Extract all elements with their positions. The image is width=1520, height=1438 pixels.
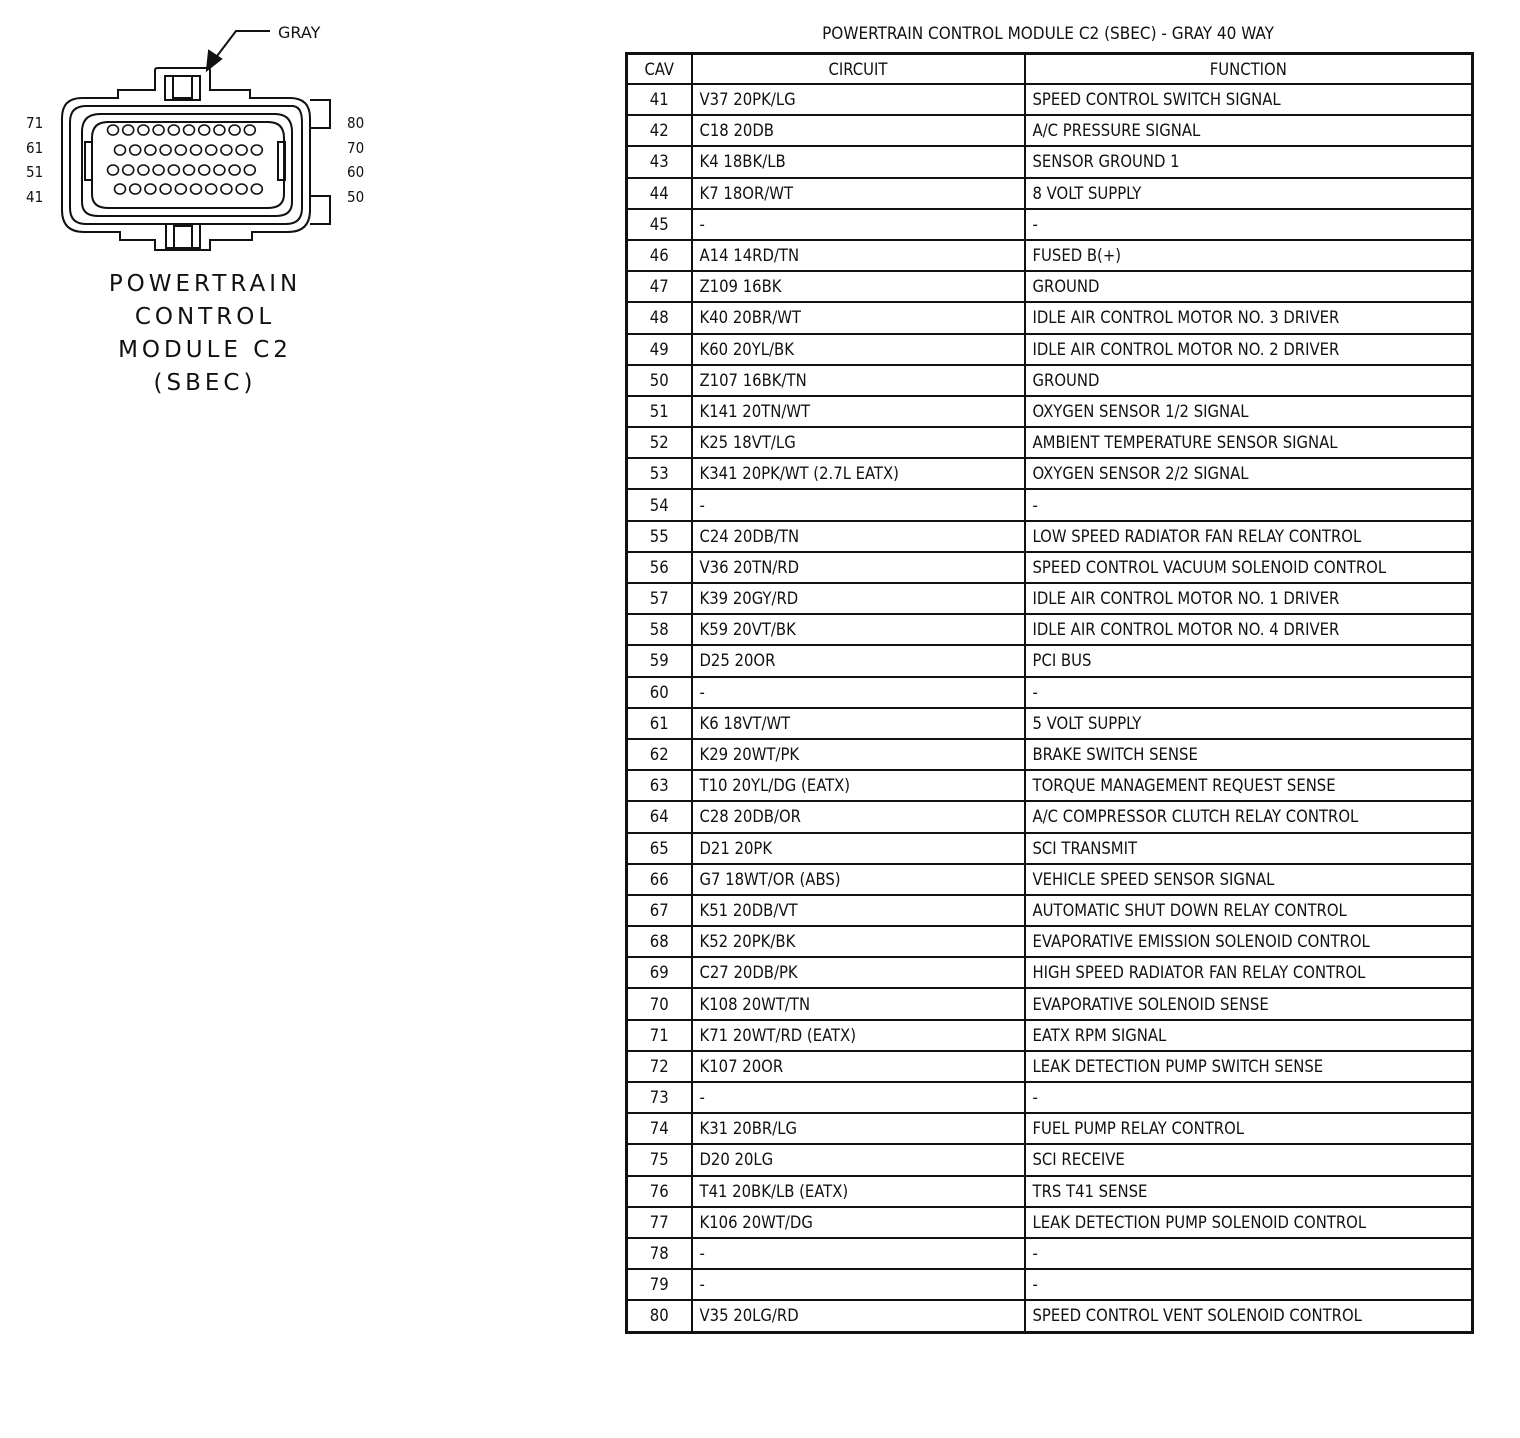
- cav-cell: 74: [627, 1113, 692, 1144]
- connector-title-line: MODULE C2: [118, 337, 292, 363]
- circuit-cell: V35 20LG/RD: [692, 1300, 1025, 1332]
- cav-cell: 43: [627, 146, 692, 177]
- function-cell: -: [1025, 209, 1473, 240]
- connector-color-label: GRAY: [278, 23, 321, 42]
- circuit-cell: G7 18WT/OR (ABS): [692, 864, 1025, 895]
- cav-cell: 50: [627, 365, 692, 396]
- function-cell: VEHICLE SPEED SENSOR SIGNAL: [1025, 864, 1473, 895]
- pin-cavity: [244, 125, 255, 135]
- table-row: [627, 988, 1473, 1019]
- table-row: [627, 396, 1473, 427]
- circuit-cell: C24 20DB/TN: [692, 521, 1025, 552]
- pin-cavity: [236, 145, 247, 155]
- cav-cell: 56: [627, 552, 692, 583]
- circuit-cell: -: [692, 1269, 1025, 1300]
- cav-cell: 66: [627, 864, 692, 895]
- cav-cell: 70: [627, 988, 692, 1019]
- circuit-cell: K31 20BR/LG: [692, 1113, 1025, 1144]
- table-row: [627, 1051, 1473, 1082]
- pin-cavity: [153, 165, 164, 175]
- function-cell: LEAK DETECTION PUMP SOLENOID CONTROL: [1025, 1207, 1473, 1238]
- table-row: [627, 1300, 1473, 1332]
- function-cell: TORQUE MANAGEMENT REQUEST SENSE: [1025, 770, 1473, 801]
- pin-cavity: [236, 184, 247, 194]
- cav-cell: 79: [627, 1269, 692, 1300]
- function-cell: -: [1025, 489, 1473, 520]
- pin-label-right: 70: [347, 139, 365, 157]
- function-cell: GROUND: [1025, 365, 1473, 396]
- pin-cavity: [108, 165, 119, 175]
- function-cell: A/C PRESSURE SIGNAL: [1025, 115, 1473, 146]
- pin-cavity: [123, 125, 134, 135]
- cav-cell: 71: [627, 1020, 692, 1051]
- function-cell: AMBIENT TEMPERATURE SENSOR SIGNAL: [1025, 427, 1473, 458]
- pin-cavity: [168, 165, 179, 175]
- circuit-cell: K7 18OR/WT: [692, 178, 1025, 209]
- pin-cavity: [191, 184, 202, 194]
- pin-cavity: [199, 165, 210, 175]
- cav-cell: 59: [627, 645, 692, 676]
- pin-cavity: [184, 165, 195, 175]
- cav-cell: 54: [627, 489, 692, 520]
- circuit-cell: K39 20GY/RD: [692, 583, 1025, 614]
- cav-cell: 47: [627, 271, 692, 302]
- cav-cell: 41: [627, 84, 692, 115]
- pinout-table: [625, 52, 1474, 1334]
- cav-cell: 55: [627, 521, 692, 552]
- circuit-cell: T41 20BK/LB (EATX): [692, 1176, 1025, 1207]
- function-cell: TRS T41 SENSE: [1025, 1176, 1473, 1207]
- function-cell: SCI TRANSMIT: [1025, 833, 1473, 864]
- circuit-cell: -: [692, 677, 1025, 708]
- circuit-cell: K107 20OR: [692, 1051, 1025, 1082]
- connector-title-line: (SBEC): [153, 370, 257, 396]
- pin-cavity: [130, 145, 141, 155]
- function-cell: SPEED CONTROL VENT SOLENOID CONTROL: [1025, 1300, 1473, 1332]
- pin-cavity: [160, 145, 171, 155]
- function-cell: LOW SPEED RADIATOR FAN RELAY CONTROL: [1025, 521, 1473, 552]
- cav-cell: 58: [627, 614, 692, 645]
- function-cell: 5 VOLT SUPPLY: [1025, 708, 1473, 739]
- table-row: [627, 84, 1473, 115]
- pin-cavity: [115, 184, 126, 194]
- circuit-cell: D25 20OR: [692, 645, 1025, 676]
- cav-cell: 62: [627, 739, 692, 770]
- cav-cell: 51: [627, 396, 692, 427]
- table-row: [627, 334, 1473, 365]
- cav-cell: 76: [627, 1176, 692, 1207]
- cav-cell: 49: [627, 334, 692, 365]
- pin-cavity: [229, 165, 240, 175]
- cav-cell: 61: [627, 708, 692, 739]
- table-row: [627, 833, 1473, 864]
- function-cell: 8 VOLT SUPPLY: [1025, 178, 1473, 209]
- circuit-cell: D21 20PK: [692, 833, 1025, 864]
- circuit-cell: K60 20YL/BK: [692, 334, 1025, 365]
- table-row: [627, 1238, 1473, 1269]
- table-row: [627, 489, 1473, 520]
- cav-cell: 77: [627, 1207, 692, 1238]
- table-title: POWERTRAIN CONTROL MODULE C2 (SBEC) - GRAY 40 WAY: [822, 24, 1274, 44]
- function-cell: -: [1025, 1238, 1473, 1269]
- cav-cell: 46: [627, 240, 692, 271]
- cav-cell: 42: [627, 115, 692, 146]
- cav-cell: 65: [627, 833, 692, 864]
- function-cell: GROUND: [1025, 271, 1473, 302]
- function-cell: SPEED CONTROL VACUUM SOLENOID CONTROL: [1025, 552, 1473, 583]
- cav-cell: 68: [627, 926, 692, 957]
- cav-cell: 45: [627, 209, 692, 240]
- table-row: [627, 1176, 1473, 1207]
- pin-label-right: 60: [347, 163, 365, 181]
- function-cell: OXYGEN SENSOR 2/2 SIGNAL: [1025, 458, 1473, 489]
- circuit-cell: K25 18VT/LG: [692, 427, 1025, 458]
- pin-cavity: [108, 125, 119, 135]
- function-cell: SCI RECEIVE: [1025, 1144, 1473, 1175]
- pin-cavity: [199, 125, 210, 135]
- pin-cavity: [168, 125, 179, 135]
- connector-diagram: [0, 0, 400, 260]
- cav-cell: 63: [627, 770, 692, 801]
- pin-cavity: [251, 145, 262, 155]
- table-row: [627, 521, 1473, 552]
- cav-cell: 64: [627, 801, 692, 832]
- pin-cavity: [229, 125, 240, 135]
- circuit-cell: K29 20WT/PK: [692, 739, 1025, 770]
- function-cell: SENSOR GROUND 1: [1025, 146, 1473, 177]
- cav-cell: 73: [627, 1082, 692, 1113]
- pin-cavity: [221, 184, 232, 194]
- function-cell: -: [1025, 1269, 1473, 1300]
- header-circuit: CIRCUIT: [692, 54, 1025, 85]
- pin-label-left: 51: [26, 163, 44, 181]
- pin-cavity: [115, 145, 126, 155]
- table-row: [627, 895, 1473, 926]
- function-cell: EVAPORATIVE SOLENOID SENSE: [1025, 988, 1473, 1019]
- table-row: [627, 926, 1473, 957]
- table-row: [627, 552, 1473, 583]
- table-row: [627, 770, 1473, 801]
- function-cell: OXYGEN SENSOR 1/2 SIGNAL: [1025, 396, 1473, 427]
- table-row: [627, 146, 1473, 177]
- function-cell: A/C COMPRESSOR CLUTCH RELAY CONTROL: [1025, 801, 1473, 832]
- pin-cavity: [206, 184, 217, 194]
- table-row: [627, 302, 1473, 333]
- circuit-cell: T10 20YL/DG (EATX): [692, 770, 1025, 801]
- circuit-cell: K71 20WT/RD (EATX): [692, 1020, 1025, 1051]
- table-row: [627, 645, 1473, 676]
- circuit-cell: C28 20DB/OR: [692, 801, 1025, 832]
- pin-label-left: 61: [26, 139, 44, 157]
- function-cell: SPEED CONTROL SWITCH SIGNAL: [1025, 84, 1473, 115]
- header-function: FUNCTION: [1025, 54, 1473, 85]
- circuit-cell: V37 20PK/LG: [692, 84, 1025, 115]
- pin-cavity: [145, 184, 156, 194]
- table-row: [627, 209, 1473, 240]
- table-row: [627, 1082, 1473, 1113]
- header-cav: CAV: [627, 54, 692, 85]
- cav-cell: 69: [627, 957, 692, 988]
- table-row: [627, 614, 1473, 645]
- circuit-cell: V36 20TN/RD: [692, 552, 1025, 583]
- table-row: [627, 864, 1473, 895]
- function-cell: EVAPORATIVE EMISSION SOLENOID CONTROL: [1025, 926, 1473, 957]
- pin-cavity: [214, 165, 225, 175]
- cav-cell: 52: [627, 427, 692, 458]
- pin-label-right: 80: [347, 114, 365, 132]
- function-cell: IDLE AIR CONTROL MOTOR NO. 2 DRIVER: [1025, 334, 1473, 365]
- function-cell: IDLE AIR CONTROL MOTOR NO. 3 DRIVER: [1025, 302, 1473, 333]
- pin-cavity: [123, 165, 134, 175]
- table-row: [627, 240, 1473, 271]
- function-cell: HIGH SPEED RADIATOR FAN RELAY CONTROL: [1025, 957, 1473, 988]
- circuit-cell: K341 20PK/WT (2.7L EATX): [692, 458, 1025, 489]
- circuit-cell: K52 20PK/BK: [692, 926, 1025, 957]
- circuit-cell: C27 20DB/PK: [692, 957, 1025, 988]
- pin-cavity: [160, 184, 171, 194]
- circuit-cell: Z107 16BK/TN: [692, 365, 1025, 396]
- function-cell: BRAKE SWITCH SENSE: [1025, 739, 1473, 770]
- table-row: [627, 1269, 1473, 1300]
- table-row: [627, 1144, 1473, 1175]
- table-row: [627, 115, 1473, 146]
- table-row: [627, 458, 1473, 489]
- cav-cell: 57: [627, 583, 692, 614]
- pin-cavity: [145, 145, 156, 155]
- function-cell: -: [1025, 677, 1473, 708]
- circuit-cell: K40 20BR/WT: [692, 302, 1025, 333]
- table-row: [627, 677, 1473, 708]
- cav-cell: 53: [627, 458, 692, 489]
- circuit-cell: K108 20WT/TN: [692, 988, 1025, 1019]
- table-row: [627, 1020, 1473, 1051]
- pin-cavity: [214, 125, 225, 135]
- pin-cavity: [175, 145, 186, 155]
- cav-cell: 67: [627, 895, 692, 926]
- function-cell: LEAK DETECTION PUMP SWITCH SENSE: [1025, 1051, 1473, 1082]
- pin-cavity: [184, 125, 195, 135]
- table-row: [627, 708, 1473, 739]
- function-cell: -: [1025, 1082, 1473, 1113]
- circuit-cell: A14 14RD/TN: [692, 240, 1025, 271]
- pin-cavity: [153, 125, 164, 135]
- pin-label-right: 50: [347, 188, 365, 206]
- cav-cell: 60: [627, 677, 692, 708]
- circuit-cell: K106 20WT/DG: [692, 1207, 1025, 1238]
- table-row: [627, 957, 1473, 988]
- table-row: [627, 583, 1473, 614]
- function-cell: IDLE AIR CONTROL MOTOR NO. 1 DRIVER: [1025, 583, 1473, 614]
- pin-cavity: [221, 145, 232, 155]
- pin-label-left: 71: [26, 114, 44, 132]
- table-row: [627, 178, 1473, 209]
- pin-cavity: [244, 165, 255, 175]
- circuit-cell: -: [692, 1082, 1025, 1113]
- pin-cavity: [138, 165, 149, 175]
- connector-title: [90, 268, 320, 400]
- table-row: [627, 801, 1473, 832]
- pin-cavity: [175, 184, 186, 194]
- function-cell: FUEL PUMP RELAY CONTROL: [1025, 1113, 1473, 1144]
- pin-cavity: [251, 184, 262, 194]
- circuit-cell: -: [692, 489, 1025, 520]
- connector-title-line: POWERTRAIN: [108, 271, 302, 297]
- function-cell: PCI BUS: [1025, 645, 1473, 676]
- table-row: [627, 739, 1473, 770]
- function-cell: EATX RPM SIGNAL: [1025, 1020, 1473, 1051]
- circuit-cell: K51 20DB/VT: [692, 895, 1025, 926]
- table-row: [627, 1113, 1473, 1144]
- pin-label-left: 41: [26, 188, 44, 206]
- connector-title-line: CONTROL: [134, 304, 276, 330]
- cav-cell: 48: [627, 302, 692, 333]
- function-cell: AUTOMATIC SHUT DOWN RELAY CONTROL: [1025, 895, 1473, 926]
- function-cell: IDLE AIR CONTROL MOTOR NO. 4 DRIVER: [1025, 614, 1473, 645]
- cav-cell: 75: [627, 1144, 692, 1175]
- pin-cavity: [191, 145, 202, 155]
- circuit-cell: K6 18VT/WT: [692, 708, 1025, 739]
- circuit-cell: C18 20DB: [692, 115, 1025, 146]
- function-cell: FUSED B(+): [1025, 240, 1473, 271]
- circuit-cell: Z109 16BK: [692, 271, 1025, 302]
- circuit-cell: D20 20LG: [692, 1144, 1025, 1175]
- pin-cavity: [138, 125, 149, 135]
- table-row: [627, 427, 1473, 458]
- table-header-row: [627, 54, 1473, 85]
- circuit-cell: K59 20VT/BK: [692, 614, 1025, 645]
- cav-cell: 78: [627, 1238, 692, 1269]
- table-row: [627, 365, 1473, 396]
- circuit-cell: -: [692, 1238, 1025, 1269]
- pin-cavity: [130, 184, 141, 194]
- cav-cell: 44: [627, 178, 692, 209]
- cav-cell: 80: [627, 1300, 692, 1332]
- circuit-cell: K4 18BK/LB: [692, 146, 1025, 177]
- table-row: [627, 1207, 1473, 1238]
- cav-cell: 72: [627, 1051, 692, 1082]
- circuit-cell: -: [692, 209, 1025, 240]
- table-row: [627, 271, 1473, 302]
- circuit-cell: K141 20TN/WT: [692, 396, 1025, 427]
- pin-cavity: [206, 145, 217, 155]
